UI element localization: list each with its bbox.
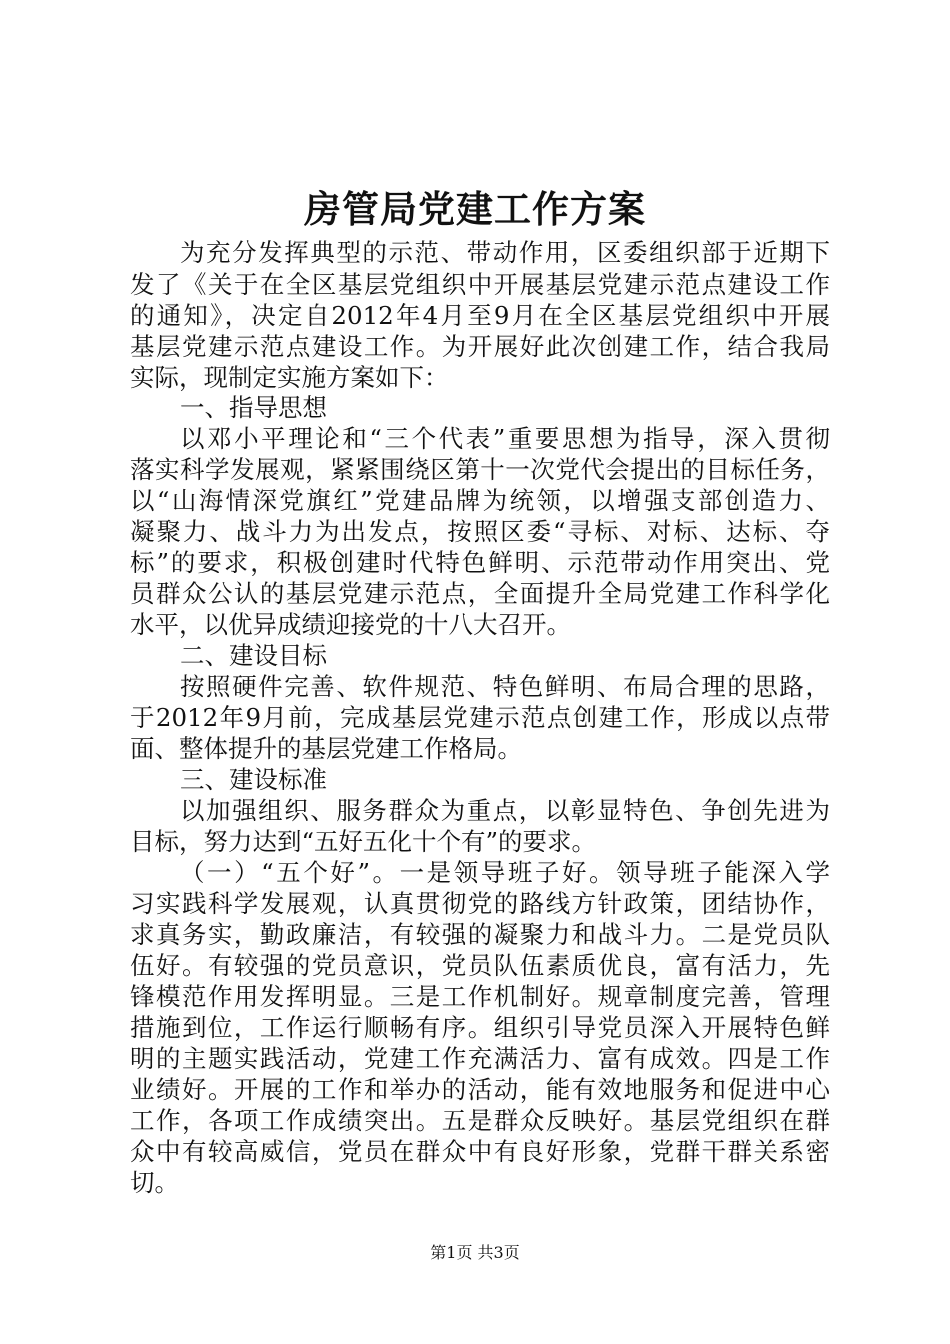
paragraph-line: 实际，现制定实施方案如下：: [130, 363, 449, 392]
paragraph-line: 工作，各项工作成绩突出。五是群众反映好。基层党组织在群: [130, 1106, 830, 1135]
paragraph-line: （一）“五个好”。一是领导班子好。领导班子能深入学: [180, 858, 830, 887]
paragraph-line: 面、整体提升的基层党建工作格局。: [130, 734, 522, 763]
document-title: 房管局党建工作方案: [304, 187, 646, 231]
paragraph-line: 切。: [130, 1168, 179, 1197]
paragraph-line: 以“山海情深党旗红”党建品牌为统领，以增强支部创造力、: [130, 486, 830, 515]
paragraph-line: 以邓小平理论和“三个代表”重要思想为指导，深入贯彻: [180, 424, 830, 453]
paragraph-line: 发了《关于在全区基层党组织中开展基层党建示范点建设工作: [130, 270, 830, 299]
paragraph-line: 于2012年9月前，完成基层党建示范点创建工作，形成以点带: [130, 703, 830, 732]
section-heading: 二、建设目标: [180, 641, 327, 670]
paragraph-line: 基层党建示范点建设工作。为开展好此次创建工作，结合我局: [130, 332, 830, 361]
paragraph-line: 标”的要求，积极创建时代特色鲜明、示范带动作用突出、党: [130, 548, 830, 577]
page-footer: 第1页 共3页: [430, 1243, 520, 1262]
paragraph-line: 众中有较高威信，党员在群众中有良好形象，党群干群关系密: [130, 1137, 830, 1166]
paragraph-line: 水平，以优异成绩迎接党的十八大召开。: [130, 610, 571, 639]
section-heading: 三、建设标准: [180, 765, 327, 794]
paragraph-line: 凝聚力、战斗力为出发点，按照区委“寻标、对标、达标、夺: [130, 517, 830, 546]
paragraph-line: 措施到位，工作运行顺畅有序。组织引导党员深入开展特色鲜: [130, 1013, 830, 1042]
paragraph-line: 员群众公认的基层党建示范点，全面提升全局党建工作科学化: [130, 579, 830, 608]
paragraph-line: 为充分发挥典型的示范、带动作用，区委组织部于近期下: [180, 238, 830, 267]
paragraph-line: 的通知》，决定自2012年4月至9月在全区基层党组织中开展: [130, 301, 830, 330]
paragraph-line: 求真务实，勤政廉洁，有较强的凝聚力和战斗力。二是党员队: [130, 920, 830, 949]
paragraph-line: 按照硬件完善、软件规范、特色鲜明、布局合理的思路，: [180, 672, 830, 701]
paragraph-line: 落实科学发展观，紧紧围绕区第十一次党代会提出的目标任务，: [130, 455, 830, 484]
paragraph-line: 以加强组织、服务群众为重点，以彰显特色、争创先进为: [180, 796, 830, 825]
paragraph-line: 锋模范作用发挥明显。三是工作机制好。规章制度完善，管理: [130, 982, 830, 1011]
paragraph-line: 业绩好。开展的工作和举办的活动，能有效地服务和促进中心: [130, 1075, 830, 1104]
paragraph-line: 习实践科学发展观，认真贯彻党的路线方针政策，团结协作，: [130, 889, 830, 918]
paragraph-line: 明的主题实践活动，党建工作充满活力、富有成效。四是工作: [130, 1044, 830, 1073]
section-heading: 一、指导思想: [180, 393, 327, 422]
paragraph-line: 伍好。有较强的党员意识，党员队伍素质优良，富有活力，先: [130, 951, 830, 980]
paragraph-line: 目标，努力达到“五好五化十个有”的要求。: [130, 827, 597, 856]
